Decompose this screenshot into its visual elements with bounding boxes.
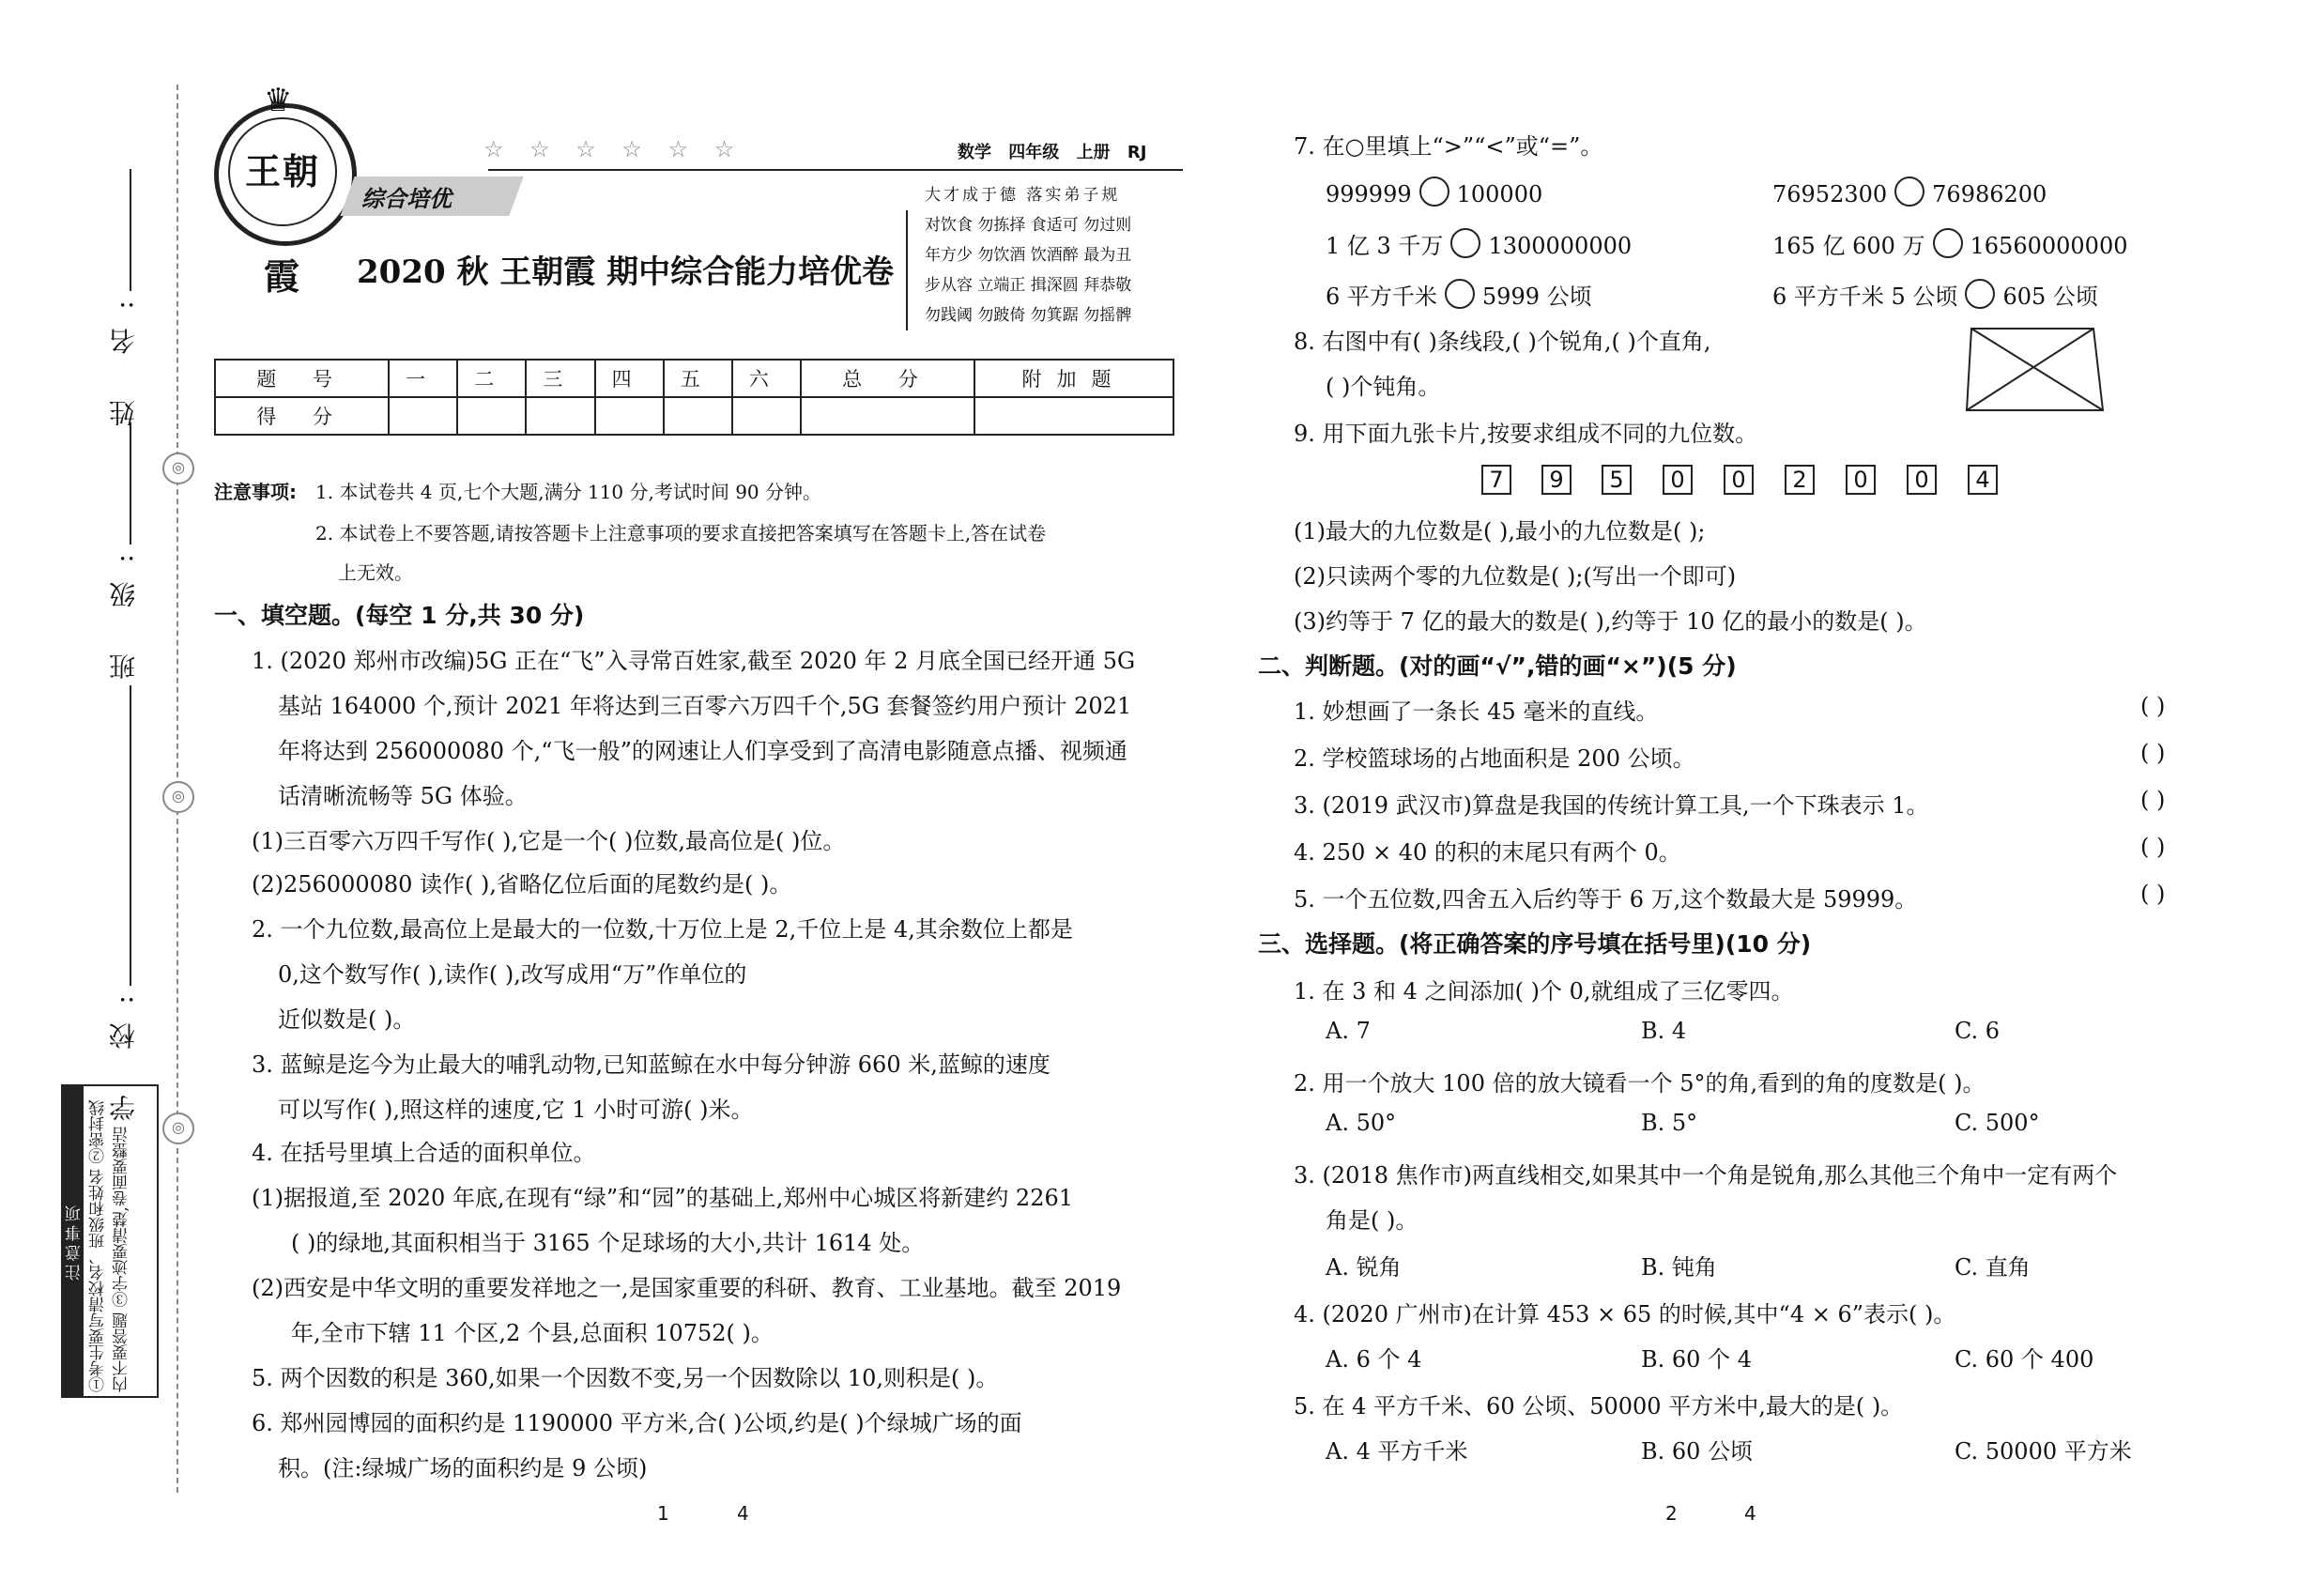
choice-option: B. 60 公顷 bbox=[1641, 1438, 1754, 1465]
q1-line: 话清晰流畅等 5G 体验。 bbox=[278, 783, 528, 809]
compare-circle[interactable] bbox=[1450, 228, 1480, 258]
judge-item: 2. 学校篮球场的占地面积是 200 公顷。 bbox=[1294, 745, 1695, 772]
stars-rating: ☆ ☆ ☆ ☆ ☆ ☆ bbox=[483, 136, 744, 162]
class-underline bbox=[130, 422, 131, 545]
judge-item: 5. 一个五位数,四舍五入后约等于 6 万,这个数最大是 59999。 bbox=[1294, 886, 1918, 913]
choice-question: 3. (2018 焦作市)两直线相交,如果其中一个角是锐角,那么其他三个角中一定有两个 bbox=[1294, 1162, 2118, 1189]
judge-answer[interactable]: ( ) bbox=[2140, 740, 2166, 766]
score-cell[interactable] bbox=[801, 397, 974, 435]
q5-line: 5. 两个因数的积是 360,如果一个因数不变,另一个因数除以 10,则积是( )。 bbox=[252, 1365, 999, 1391]
note-2-cont: 上无效。 bbox=[338, 561, 413, 584]
q9-sub3: (3)约等于 7 亿的最大的数是( ),约等于 10 亿的最小的数是( )。 bbox=[1294, 608, 1927, 635]
choice-question: 4. (2020 广州市)在计算 453 × 65 的时候,其中“4 × 6”表示( )。 bbox=[1294, 1301, 1956, 1327]
q1-line: 基站 164000 个,预计 2021 年将达到三百零六万四千个,5G 套餐签约用户预计 2021 bbox=[278, 693, 1132, 719]
table-cell: 总 分 bbox=[801, 360, 974, 397]
judge-answer[interactable]: ( ) bbox=[2140, 693, 2166, 719]
score-cell[interactable] bbox=[974, 397, 1173, 435]
judge-answer[interactable]: ( ) bbox=[2140, 881, 2166, 907]
page-title: 2020 秋 王朝霞 期中综合能力培优卷 bbox=[357, 253, 895, 291]
choice-option: A. 6 个 4 bbox=[1326, 1346, 1422, 1373]
name-label: 姓 名: bbox=[108, 282, 139, 427]
crown-icon: ♛ bbox=[264, 82, 293, 119]
page-total: 4 bbox=[1744, 1502, 1756, 1525]
choice-option: A. 7 bbox=[1326, 1018, 1371, 1044]
number-card: 0 bbox=[1846, 465, 1876, 495]
q8-line: ( )个钝角。 bbox=[1326, 374, 1441, 400]
q4-sub2-cont: 年,全市下辖 11 个区,2 个县,总面积 10752( )。 bbox=[291, 1320, 774, 1346]
score-cell[interactable] bbox=[389, 397, 457, 435]
subject: 数学 bbox=[958, 143, 991, 162]
table-cell: 题 号 bbox=[215, 360, 389, 397]
number-card: 4 bbox=[1968, 465, 1998, 495]
class-label: 班 级: bbox=[108, 535, 139, 681]
table-cell: 四 bbox=[595, 360, 664, 397]
q4-sub1-cont: ( )的绿地,其面积相当于 3165 个足球场的大小,共计 1614 处。 bbox=[291, 1230, 925, 1256]
table-row bbox=[215, 397, 1173, 435]
school-label: 学 校: bbox=[108, 976, 139, 1122]
judge-item: 4. 250 × 40 的积的末尾只有两个 0。 bbox=[1294, 839, 1681, 866]
table-cell: 附加题 bbox=[974, 360, 1173, 397]
choice-option: C. 6 bbox=[1955, 1018, 2001, 1044]
choice-question: 5. 在 4 平方千米、60 公顷、50000 平方米中,最大的是( )。 bbox=[1294, 1393, 1904, 1420]
q9-line: 9. 用下面九张卡片,按要求组成不同的九位数。 bbox=[1294, 421, 1758, 447]
page-total: 4 bbox=[737, 1502, 749, 1525]
rule-line: 年方少 勿饮酒 饮酒醉 最为丑 bbox=[925, 246, 1132, 265]
notes-label: 注意事项: bbox=[214, 481, 297, 503]
compare-circle[interactable] bbox=[1933, 228, 1963, 258]
q7-item: 165 亿 600 万 16560000000 bbox=[1772, 227, 2127, 260]
seal-mark-icon: ◎ bbox=[162, 1113, 194, 1144]
seal-mark-icon: ◎ bbox=[162, 453, 194, 484]
number-card: 5 bbox=[1602, 465, 1632, 495]
choice-question: 1. 在 3 和 4 之间添加( )个 0,就组成了三亿零四。 bbox=[1294, 978, 1794, 1005]
q7-item: 76952300 76986200 bbox=[1772, 176, 2047, 207]
header-rule bbox=[488, 169, 1183, 171]
q7-line: 7. 在○里填上“>”“<”或“=”。 bbox=[1294, 133, 1603, 160]
q1-line: 年将达到 256000080 个,“飞一般”的网速让人们享受到了高清电影随意点播、视频通 bbox=[278, 738, 1127, 764]
quadrilateral-figure bbox=[1962, 324, 2112, 418]
rule-line: 步从容 立端正 揖深圆 拜恭敬 bbox=[925, 276, 1132, 295]
choice-option: C. 500° bbox=[1955, 1110, 2040, 1136]
q1-line: 1. (2020 郑州市改编)5G 正在“飞”入寻常百姓家,截至 2020 年 2 月底全国已经开通 5G bbox=[252, 648, 1136, 674]
compare-circle[interactable] bbox=[1419, 176, 1449, 207]
q2-line: 2. 一个九位数,最高位上是最大的一位数,十万位上是 2,千位上是 4,其余数位上都是 bbox=[252, 916, 1073, 943]
page-number: 1 bbox=[657, 1502, 669, 1525]
choice-option: A. 锐角 bbox=[1326, 1254, 1402, 1281]
q4-sub2: (2)西安是中华文明的重要发祥地之一,是国家重要的科研、教育、工业基地。截至 2019 bbox=[252, 1275, 1122, 1301]
judge-answer[interactable]: ( ) bbox=[2140, 787, 2166, 813]
choice-option: B. 4 bbox=[1641, 1018, 1687, 1044]
number-card: 7 bbox=[1481, 465, 1511, 495]
score-cell[interactable] bbox=[732, 397, 801, 435]
q2-line: 近似数是( )。 bbox=[278, 1006, 416, 1033]
table-cell: 六 bbox=[732, 360, 801, 397]
section-3-title: 三、选择题。(将正确答案的序号填在括号里)(10 分) bbox=[1258, 930, 1812, 958]
q4-sub1: (1)据报道,至 2020 年底,在现有“绿”和“园”的基础上,郑州中心城区将新建约 2261 bbox=[252, 1185, 1074, 1211]
table-cell: 得 分 bbox=[215, 397, 389, 435]
section-2-title: 二、判断题。(对的画“√”,错的画“×”)(5 分) bbox=[1258, 652, 1737, 680]
number-card: 0 bbox=[1907, 465, 1937, 495]
brand-logo bbox=[214, 82, 357, 298]
q4-line: 4. 在括号里填上合适的面积单位。 bbox=[252, 1140, 596, 1166]
choice-option: B. 钝角 bbox=[1641, 1254, 1717, 1281]
note-2: 2. 本试卷上不要答题,请按答题卡上注意事项的要求直接把答案填写在答题卡上,答在试卷 bbox=[315, 522, 1047, 545]
q1-sub2: (2)256000080 读作( ),省略亿位后面的尾数约是( )。 bbox=[252, 871, 792, 898]
q3-line: 3. 蓝鲸是迄今为止最大的哺乳动物,已知蓝鲸在水中每分钟游 660 米,蓝鲸的速度 bbox=[252, 1051, 1050, 1078]
logo-name: 王朝霞 bbox=[244, 150, 320, 298]
binding-notice-box bbox=[61, 1084, 159, 1398]
term: 上册 bbox=[1076, 143, 1111, 162]
choice-option: C. 50000 平方米 bbox=[1955, 1438, 2132, 1465]
score-table bbox=[214, 359, 1174, 436]
grade: 四年级 bbox=[1008, 143, 1060, 162]
judge-item: 1. 妙想画了一条长 45 毫米的直线。 bbox=[1294, 698, 1659, 725]
choice-option: C. 60 个 400 bbox=[1955, 1346, 2094, 1373]
choice-option: C. 直角 bbox=[1955, 1254, 2031, 1281]
table-cell: 二 bbox=[457, 360, 526, 397]
compare-circle[interactable] bbox=[1965, 279, 1995, 309]
score-cell[interactable] bbox=[457, 397, 526, 435]
rule-line: 勿践阈 勿跛倚 勿箕踞 勿摇髀 bbox=[925, 306, 1132, 325]
name-underline bbox=[130, 169, 131, 291]
note-1: 1. 本试卷共 4 页,七个大题,满分 110 分,考试时间 90 分钟。 bbox=[315, 481, 822, 503]
choice-question-cont: 角是( )。 bbox=[1326, 1207, 1418, 1234]
score-cell[interactable] bbox=[526, 397, 594, 435]
q6-line: 6. 郑州园博园的面积约是 1190000 平方米,合( )公顷,约是( )个绿城广场的面 bbox=[252, 1410, 1022, 1436]
table-cell: 一 bbox=[389, 360, 457, 397]
choice-question: 2. 用一个放大 100 倍的放大镜看一个 5°的角,看到的角的度数是( )。 bbox=[1294, 1070, 1986, 1097]
q7-item: 6 平方千米 5999 公顷 bbox=[1326, 278, 1592, 311]
page-number: 2 bbox=[1665, 1502, 1678, 1525]
grade-info bbox=[958, 139, 1158, 163]
number-card: 0 bbox=[1724, 465, 1754, 495]
q2-line: 0,这个数写作( ),读作( ),改写成用“万”作单位的 bbox=[278, 961, 747, 988]
rules-box bbox=[906, 210, 1197, 330]
table-row bbox=[215, 360, 1173, 397]
banner-text: 综合培优 bbox=[361, 186, 452, 212]
judge-item: 3. (2019 武汉市)算盘是我国的传统计算工具,一个下珠表示 1。 bbox=[1294, 792, 1929, 819]
motto: 大才成于德 落实弟子规 bbox=[925, 186, 1121, 205]
table-cell: 三 bbox=[526, 360, 594, 397]
q9-sub2: (2)只读两个零的九位数是( );(写出一个即可) bbox=[1294, 563, 1737, 590]
edition: RJ bbox=[1127, 143, 1147, 162]
compare-circle[interactable] bbox=[1894, 176, 1924, 207]
choice-option: A. 4 平方千米 bbox=[1326, 1438, 1468, 1465]
seal-mark-icon: ◎ bbox=[162, 781, 194, 813]
q7-item: 999999 100000 bbox=[1326, 176, 1542, 207]
number-card: 2 bbox=[1785, 465, 1815, 495]
q8-line: 8. 右图中有( )条线段,( )个锐角,( )个直角, bbox=[1294, 329, 1711, 355]
q3-line: 可以写作( ),照这样的速度,它 1 小时可游( )米。 bbox=[278, 1097, 754, 1123]
q6-line: 积。(注:绿城广场的面积约是 9 公顷) bbox=[278, 1455, 648, 1481]
q7-item: 6 平方千米 5 公顷 605 公顷 bbox=[1772, 278, 2098, 311]
q7-item: 1 亿 3 千万 1300000000 bbox=[1326, 227, 1632, 260]
judge-answer[interactable]: ( ) bbox=[2140, 834, 2166, 860]
choice-option: B. 5° bbox=[1641, 1110, 1698, 1136]
table-cell: 五 bbox=[664, 360, 732, 397]
number-card: 9 bbox=[1541, 465, 1572, 495]
section-1-title: 一、填空题。(每空 1 分,共 30 分) bbox=[214, 602, 585, 629]
school-underline bbox=[130, 685, 131, 986]
rule-line: 对饮食 勿拣择 食适可 勿过则 bbox=[925, 216, 1132, 235]
choice-option: B. 60 个 4 bbox=[1641, 1346, 1752, 1373]
choice-option: A. 50° bbox=[1326, 1110, 1397, 1136]
score-cell[interactable] bbox=[595, 397, 664, 435]
compare-circle[interactable] bbox=[1445, 279, 1475, 309]
q1-sub1: (1)三百零六万四千写作( ),它是一个( )位数,最高位是( )位。 bbox=[252, 828, 846, 854]
score-cell[interactable] bbox=[664, 397, 732, 435]
q9-sub1: (1)最大的九位数是( ),最小的九位数是( ); bbox=[1294, 518, 1706, 545]
number-card: 0 bbox=[1663, 465, 1693, 495]
binding-notice-body: ①考生要写清校名、班级和姓名 ②密封线内不要答题 ③字迹要清楚,卷面要整洁 bbox=[89, 1099, 131, 1392]
binding-notice-head: 注意事项 bbox=[63, 1086, 84, 1396]
